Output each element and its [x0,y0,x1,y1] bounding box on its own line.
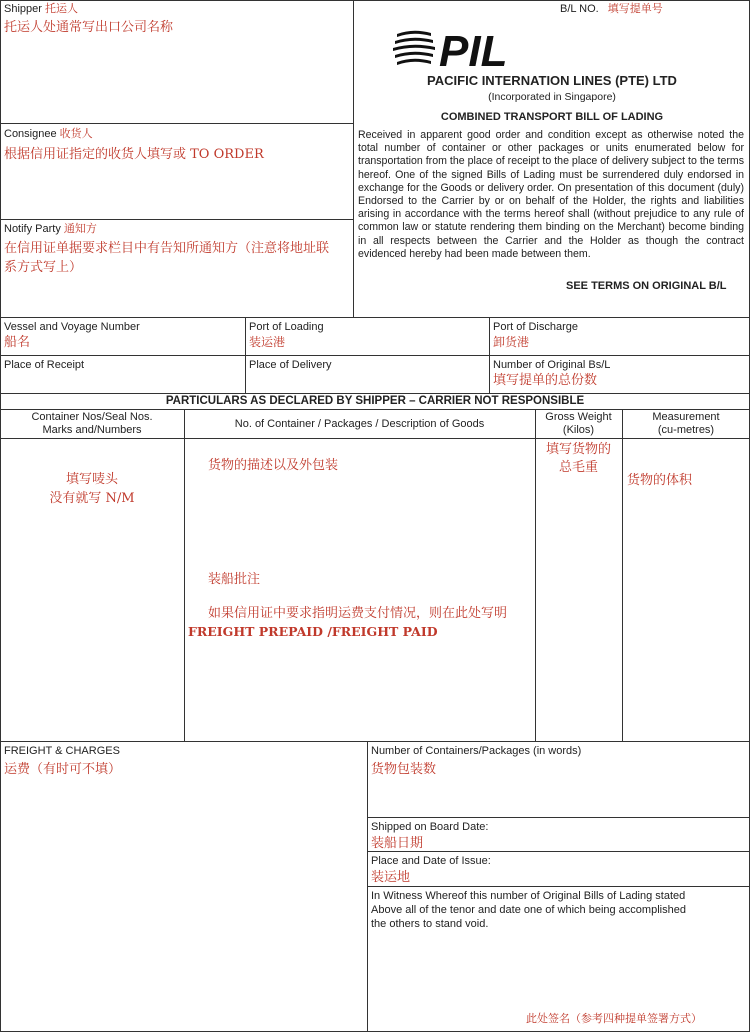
place-date-issue-note: 装运地 [371,870,411,885]
consignee-note: 根据信用证指定的收货人填写或 TO ORDER [4,147,264,162]
notify-note-1: 在信用证单据要求栏目中有告知所通知方（注意将地址联 [4,241,330,256]
logo-text: PIL [439,27,508,72]
marks-note-1: 填写唛头 [65,472,118,487]
packages-in-words-label: Number of Containers/Packages (in words) [371,745,582,757]
place-of-receipt-label: Place of Receipt [4,359,85,371]
shipping-remarks-note: 装船批注 [208,572,261,587]
port-of-loading-note: 装运港 [249,335,286,349]
original-bl-count-note: 填写提单的总份数 [493,373,598,388]
col-description-header: No. of Container / Packages / Description of Goods [234,418,485,430]
weight-note-1: 填写货物的 [545,442,611,457]
notify-label: Notify Party 通知方 [4,222,97,235]
original-bl-count-label: Number of Original Bs/L [493,359,611,371]
see-terms: SEE TERMS ON ORIGINAL B/L [566,280,727,292]
divider [367,886,750,887]
particulars-banner: PARTICULARS AS DECLARED BY SHIPPER – CARRIER NOT RESPONSIBLE [165,395,585,407]
freight-charges-label: FREIGHT & CHARGES [4,745,120,757]
divider [0,219,353,220]
col-weight-header-1: Gross Weight [545,411,612,423]
shipper-note: 托运人处通常写出口公司名称 [4,20,174,35]
measurement-note: 货物的体积 [627,473,693,488]
company-name: PACIFIC INTERNATION LINES (PTE) LTD [427,73,677,88]
freight-payment-terms: FREIGHT PREPAID /FREIGHT PAID [188,624,438,639]
col-marks-header-2: Marks and/Numbers [42,424,142,436]
vessel-label: Vessel and Voyage Number [4,321,140,333]
terms-text: Received in apparent good order and condition except as otherwise noted the total number of container or other packages or units enumerated below for transportation from the place of receipt to the place of delivery subject to the terms hereof. One of the signed Bills of Lading must be surrendered duly endorsed in exchange for the Goods or delivery order. On presentation of this document (duly) Endorsed to the Carrier by or on behalf of the Holder, the rights and liabilities arising in accordance with the terms hereof shall (without prejudice to any rule of common law or statute rendering them binding on the Merchant) become binding in all respects between the Carrier and the Holder as though the contract evidenced hereby had been made between them. [358,129,744,260]
divider [0,317,750,318]
freight-charges-note: 运费（有时可不填） [4,762,122,777]
port-of-discharge-label: Port of Discharge [493,321,578,333]
port-of-discharge-note: 卸货港 [493,335,530,349]
col-measurement-header-2: (cu-metres) [657,424,715,436]
divider [367,851,750,852]
witness-line-2: Above all of the tenor and date one of which being accomplished [371,904,686,916]
witness-line-3: the others to stand void. [371,918,489,930]
divider [184,409,185,741]
weight-note-2: 总毛重 [558,460,598,475]
place-of-delivery-label: Place of Delivery [249,359,332,371]
divider [0,355,750,356]
divider [622,409,623,741]
divider [353,0,354,317]
col-measurement-header-1: Measurement [652,411,720,423]
marks-note-2: 没有就写 N/M [49,491,135,506]
pil-logo [393,26,543,72]
freight-payment-note: 如果信用证中要求指明运费支付情况，则在此处写明 [208,606,508,621]
shipped-on-board-note: 装船日期 [371,836,424,851]
divider [0,123,353,124]
port-of-loading-label: Port of Loading [249,321,324,333]
col-weight-header-2: (Kilos) [562,424,595,436]
signature-note: 此处签名（参考四种提单签署方式） [526,1012,702,1025]
bl-number-label: B/L NO. 填写提单号 [560,2,663,15]
incorporated-note: (Incorporated in Singapore) [488,91,616,103]
consignee-label: Consignee 收货人 [4,127,93,140]
document-title: COMBINED TRANSPORT BILL OF LADING [440,111,664,123]
packages-in-words-note: 货物包装数 [371,762,437,777]
vessel-note: 船名 [4,335,31,350]
witness-line-1: In Witness Whereof this number of Original Bills of Lading stated [371,890,686,902]
shipper-label: Shipper 托运人 [4,2,78,15]
description-note: 货物的描述以及外包装 [208,458,339,473]
divider [0,438,750,439]
place-date-issue-label: Place and Date of Issue: [371,855,491,867]
shipped-on-board-label: Shipped on Board Date: [371,821,489,833]
divider [367,817,750,818]
divider [0,741,750,742]
col-marks-header-1: Container Nos/Seal Nos. [31,411,153,423]
notify-note-2: 系方式写上） [4,260,83,275]
